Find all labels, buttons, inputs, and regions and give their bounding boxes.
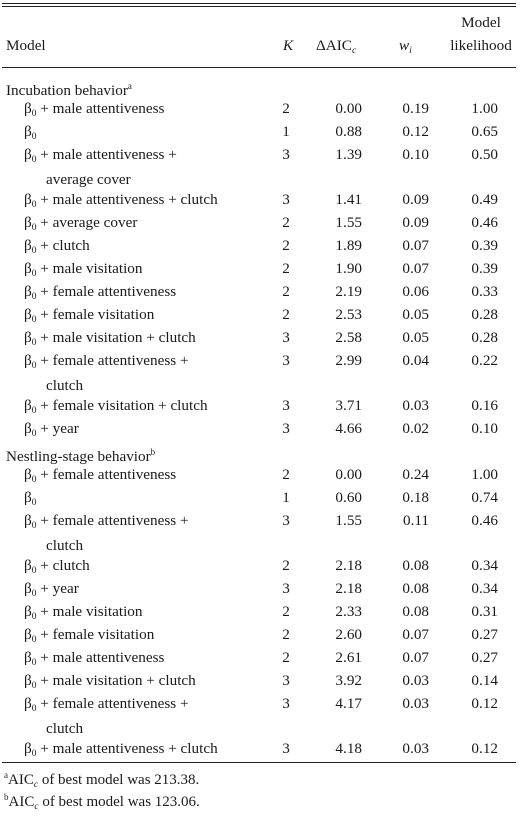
weight-cell: 0.04 [402,352,429,369]
model-cell [24,213,274,238]
likelihood-cell: 0.14 [471,672,498,689]
likelihood-cell: 0.31 [471,603,498,620]
table-row [0,99,516,122]
section-note: b [150,447,156,457]
model-cell [24,351,274,396]
model-terms: + year [40,420,79,437]
table-row [0,419,516,442]
model-cell [24,305,274,330]
footnote-a-text: of best model was 213.38. [38,772,200,788]
footnote-a-sub: c [33,780,39,790]
model-terms: + male attentiveness [40,100,165,117]
table-row [0,259,516,282]
beta-subscript: 0 [31,338,37,348]
section-title-text: Nestling-stage behavior [6,448,151,465]
table-row [0,396,516,419]
table-row [0,579,516,602]
delta-aic-cell: 1.89 [335,237,362,254]
beta-symbol: β [24,695,32,712]
beta-subscript: 0 [31,475,37,485]
table-row [0,122,516,145]
table-row [0,145,516,188]
k-cell: 3 [282,329,290,346]
model-terms: + female attentiveness + [40,695,189,712]
k-cell: 2 [282,283,290,300]
beta-symbol: β [24,352,32,369]
table-row [0,190,516,213]
likelihood-cell: 0.65 [471,123,498,140]
delta-aic-cell: 3.92 [335,672,362,689]
beta-subscript: 0 [31,635,37,645]
footnote-b-mark: b [4,792,9,802]
beta-subscript: 0 [31,109,37,119]
k-cell: 1 [282,123,290,140]
likelihood-cell: 0.27 [471,626,498,643]
table-row [0,282,516,305]
beta-symbol: β [24,580,32,597]
model-terms: + female attentiveness + [40,352,189,369]
table-row [0,305,516,328]
likelihood-cell: 0.46 [471,512,498,529]
model-terms-continued: clutch [46,720,84,737]
weight-cell: 0.03 [402,397,429,414]
header-likelihood-line2: likelihood [450,37,512,54]
top-rule [2,3,516,4]
k-cell: 2 [282,466,290,483]
k-cell: 2 [282,100,290,117]
k-cell: 3 [282,580,290,597]
delta-aic-cell: 4.18 [335,740,362,757]
likelihood-cell: 1.00 [471,100,498,117]
likelihood-cell: 1.00 [471,466,498,483]
likelihood-cell: 0.28 [471,329,498,346]
k-cell: 2 [282,214,290,231]
weight-cell: 0.03 [402,695,429,712]
table-row [0,328,516,351]
weight-cell: 0.05 [402,329,429,346]
model-cell [24,236,274,261]
header-rule [2,67,516,68]
delta-aic-cell: 2.53 [335,306,362,323]
k-cell: 3 [282,420,290,437]
likelihood-cell: 0.27 [471,649,498,666]
k-cell: 2 [282,237,290,254]
footnote-a-mark: a [4,770,8,780]
delta-aic-cell: 0.60 [335,489,362,506]
model-cell [24,488,274,513]
model-cell [24,99,274,124]
beta-symbol: β [24,260,32,277]
beta-symbol: β [24,603,32,620]
k-cell: 3 [282,512,290,529]
delta-aic-cell: 4.66 [335,420,362,437]
model-terms: + male attentiveness + clutch [40,191,218,208]
beta-symbol: β [24,626,32,643]
section-note: a [127,81,132,91]
model-cell [24,625,274,650]
likelihood-cell: 0.39 [471,237,498,254]
beta-subscript: 0 [31,269,37,279]
weight-cell: 0.11 [402,512,429,529]
model-terms: + female attentiveness + [40,512,189,529]
beta-subscript: 0 [31,292,37,302]
weight-cell: 0.19 [402,100,429,117]
beta-subscript: 0 [31,498,37,508]
beta-symbol: β [24,740,32,757]
model-cell [24,259,274,284]
delta-aic-cell: 1.55 [335,214,362,231]
section-title [6,76,132,101]
model-cell [24,579,274,604]
likelihood-cell: 0.34 [471,580,498,597]
beta-symbol: β [24,466,32,483]
model-terms: + female visitation [40,626,155,643]
delta-aic-cell: 1.55 [335,512,362,529]
k-cell: 3 [282,352,290,369]
delta-aic-cell: 2.99 [335,352,362,369]
table-row [0,625,516,648]
model-terms: + male visitation + clutch [40,672,196,689]
table-row [0,213,516,236]
beta-subscript: 0 [31,704,37,714]
model-terms: + female attentiveness [40,466,177,483]
likelihood-cell: 0.28 [471,306,498,323]
footnote-b-sub: c [34,802,39,812]
beta-subscript: 0 [31,200,37,210]
beta-subscript: 0 [31,246,37,256]
beta-symbol: β [24,306,32,323]
weight-cell: 0.09 [402,191,429,208]
model-terms-continued: clutch [46,537,84,554]
table-row [0,465,516,488]
weight-cell: 0.08 [402,603,429,620]
header-w [399,37,412,56]
k-cell: 2 [282,260,290,277]
likelihood-cell: 0.22 [471,352,498,369]
beta-subscript: 0 [31,612,37,622]
table-row [0,648,516,671]
beta-subscript: 0 [31,361,37,371]
model-terms: + year [40,580,79,597]
weight-cell: 0.03 [402,672,429,689]
delta-aic-cell: 1.41 [335,191,362,208]
footnote-b-pre: AIC [8,794,35,810]
table-row [0,511,516,554]
table-row [0,488,516,511]
model-cell [24,602,274,627]
beta-symbol: β [24,146,32,163]
beta-symbol: β [24,237,32,254]
likelihood-cell: 0.74 [471,489,498,506]
delta-aic-cell: 0.00 [335,466,362,483]
table-row [0,351,516,394]
delta-aic-cell: 2.19 [335,283,362,300]
footnote-a-pre: AIC [8,772,34,788]
weight-cell: 0.02 [402,420,429,437]
section-title-text: Incubation behavior [6,82,128,99]
weight-cell: 0.10 [402,146,429,163]
header-delta-aic-sub: c [351,46,357,56]
k-cell: 2 [282,306,290,323]
model-cell [24,694,274,739]
likelihood-cell: 0.34 [471,557,498,574]
k-cell: 3 [282,695,290,712]
model-cell [24,396,274,421]
table-header [0,8,516,67]
beta-subscript: 0 [31,589,37,599]
beta-symbol: β [24,672,32,689]
beta-subscript: 0 [31,749,37,759]
beta-symbol: β [24,214,32,231]
beta-subscript: 0 [31,566,37,576]
beta-symbol: β [24,397,32,414]
header-w-text: w [399,37,410,54]
weight-cell: 0.05 [402,306,429,323]
model-cell [24,739,274,764]
beta-subscript: 0 [31,681,37,691]
k-cell: 3 [282,397,290,414]
beta-symbol: β [24,489,32,506]
likelihood-cell: 0.10 [471,420,498,437]
beta-subscript: 0 [31,521,37,531]
model-terms-continued: average cover [46,171,131,188]
beta-subscript: 0 [31,658,37,668]
model-terms: + male attentiveness + clutch [40,740,218,757]
header-likelihood-line1: Model [461,14,501,31]
model-terms: + male visitation + clutch [40,329,196,346]
table-row [0,602,516,625]
weight-cell: 0.24 [402,466,429,483]
k-cell: 2 [282,603,290,620]
model-cell [24,465,274,490]
model-terms: + female visitation + clutch [40,397,208,414]
weight-cell: 0.09 [402,214,429,231]
model-cell [24,419,274,444]
likelihood-cell: 0.33 [471,283,498,300]
model-cell [24,122,274,147]
delta-aic-cell: 2.33 [335,603,362,620]
beta-symbol: β [24,512,32,529]
table-row [0,739,516,762]
model-terms: + male attentiveness + [40,146,177,163]
header-w-sub: i [409,46,412,56]
model-cell [24,556,274,581]
model-terms-continued: clutch [46,377,84,394]
delta-aic-cell: 0.00 [335,100,362,117]
delta-aic-cell: 2.18 [335,557,362,574]
model-cell [24,328,274,353]
beta-subscript: 0 [31,406,37,416]
weight-cell: 0.08 [402,580,429,597]
k-cell: 3 [282,740,290,757]
weight-cell: 0.07 [402,626,429,643]
delta-aic-cell: 2.18 [335,580,362,597]
delta-aic-cell: 4.17 [335,695,362,712]
beta-symbol: β [24,283,32,300]
k-cell: 2 [282,626,290,643]
weight-cell: 0.06 [402,283,429,300]
model-cell [24,671,274,696]
footnote-b-text: of best model was 123.06. [38,794,200,810]
model-cell [24,145,274,190]
k-cell: 2 [282,649,290,666]
likelihood-cell: 0.12 [471,740,498,757]
weight-cell: 0.03 [402,740,429,757]
k-cell: 2 [282,557,290,574]
delta-aic-cell: 2.58 [335,329,362,346]
top-rule-double [2,6,516,7]
beta-subscript: 0 [31,315,37,325]
beta-subscript: 0 [31,223,37,233]
model-terms: + average cover [40,214,138,231]
model-terms: + male visitation [40,260,143,277]
beta-subscript: 0 [31,132,37,142]
weight-cell: 0.08 [402,557,429,574]
weight-cell: 0.07 [402,260,429,277]
table-row [0,236,516,259]
model-terms: + female attentiveness [40,283,177,300]
beta-symbol: β [24,123,32,140]
beta-symbol: β [24,649,32,666]
likelihood-cell: 0.39 [471,260,498,277]
beta-subscript: 0 [31,429,37,439]
model-terms: + clutch [40,237,90,254]
k-cell: 3 [282,146,290,163]
k-cell: 3 [282,191,290,208]
model-cell [24,282,274,307]
delta-aic-cell: 2.61 [335,649,362,666]
likelihood-cell: 0.49 [471,191,498,208]
k-cell: 1 [282,489,290,506]
beta-symbol: β [24,557,32,574]
weight-cell: 0.18 [402,489,429,506]
model-terms: + clutch [40,557,90,574]
table-row [0,556,516,579]
weight-cell: 0.12 [402,123,429,140]
model-terms: + male attentiveness [40,649,165,666]
header-model: Model [6,37,46,54]
beta-symbol: β [24,420,32,437]
likelihood-cell: 0.46 [471,214,498,231]
header-delta-aic-text: ΔAIC [316,37,352,54]
delta-aic-cell: 1.39 [335,146,362,163]
delta-aic-cell: 3.71 [335,397,362,414]
weight-cell: 0.07 [402,649,429,666]
beta-symbol: β [24,191,32,208]
delta-aic-cell: 2.60 [335,626,362,643]
model-terms: + female visitation [40,306,155,323]
beta-subscript: 0 [31,155,37,165]
beta-symbol: β [24,100,32,117]
model-terms: + male visitation [40,603,143,620]
header-k: K [283,37,294,54]
weight-cell: 0.07 [402,237,429,254]
delta-aic-cell: 1.90 [335,260,362,277]
k-cell: 3 [282,672,290,689]
likelihood-cell: 0.12 [471,695,498,712]
likelihood-cell: 0.50 [471,146,498,163]
table-row [0,694,516,737]
header-delta-aic [316,37,356,56]
section-title [6,442,155,467]
beta-symbol: β [24,329,32,346]
model-cell [24,511,274,556]
bottom-rule [2,762,516,763]
model-cell [24,648,274,673]
model-cell [24,190,274,215]
likelihood-cell: 0.16 [471,397,498,414]
delta-aic-cell: 0.88 [335,123,362,140]
table-row [0,671,516,694]
